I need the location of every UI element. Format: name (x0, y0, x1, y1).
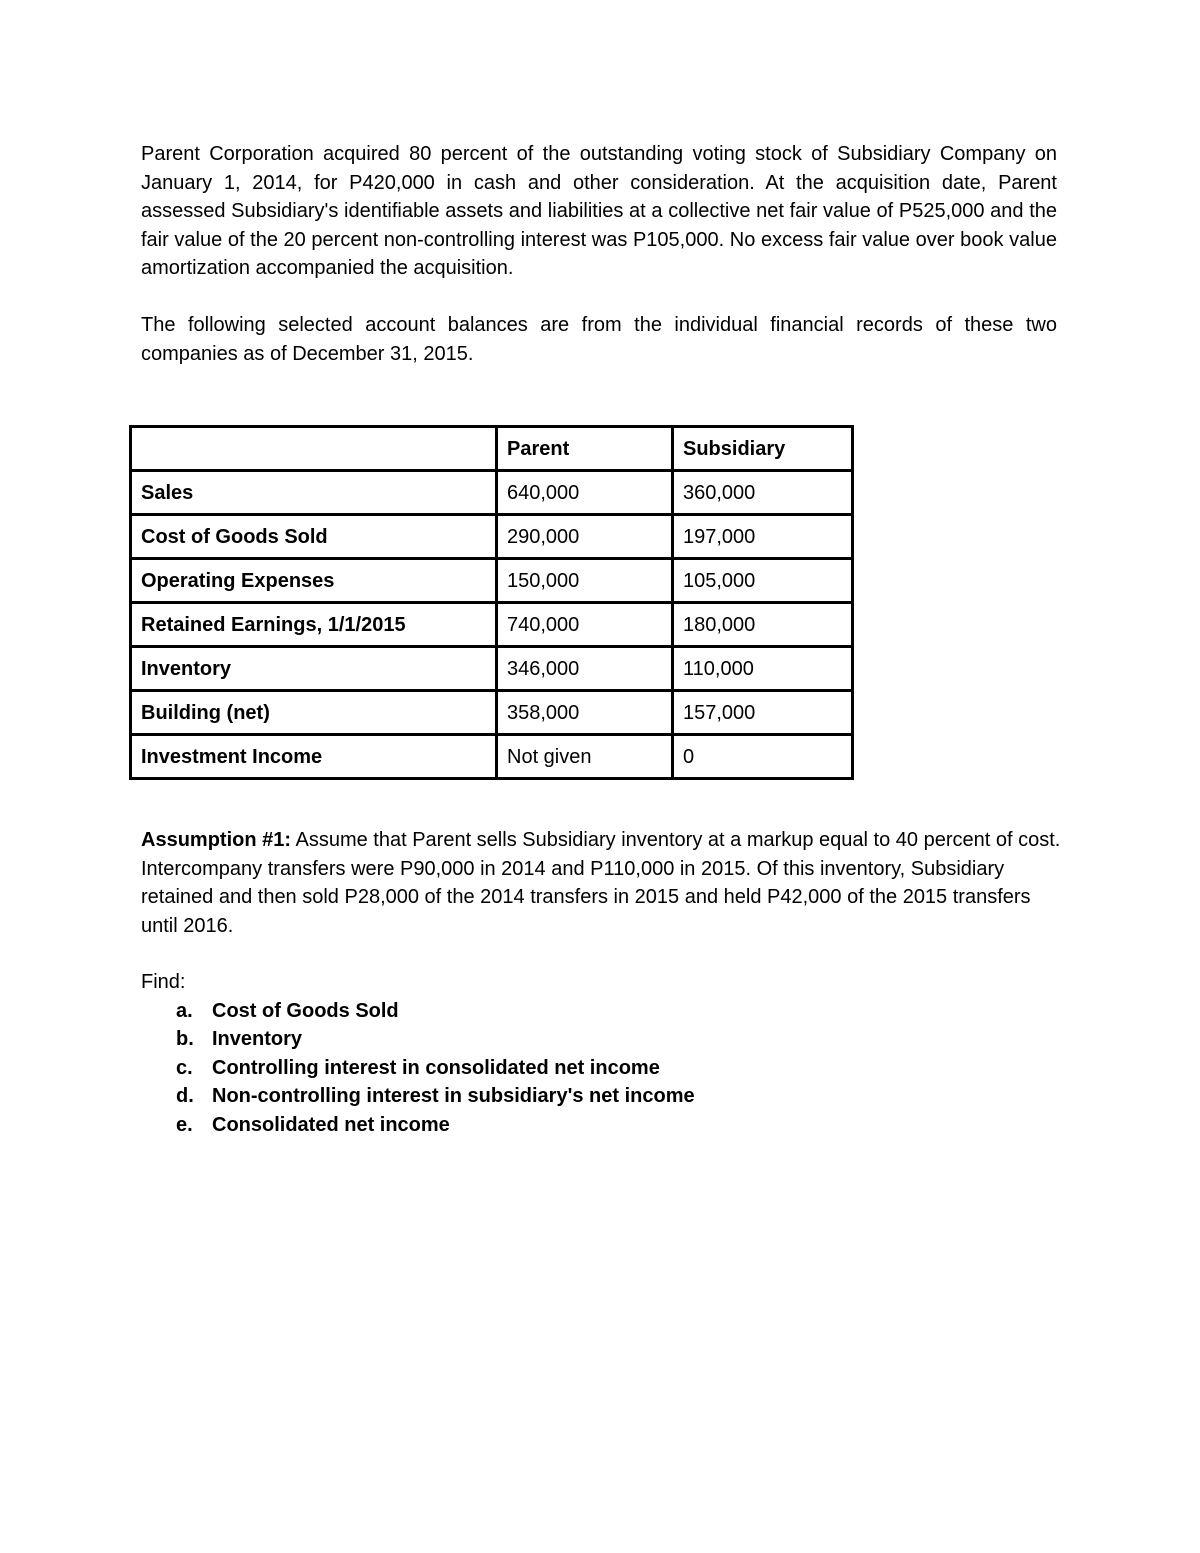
header-cell-blank (131, 427, 497, 471)
list-item-text: Non-controlling interest in subsidiary's net income (212, 1085, 695, 1108)
list-marker: e. (176, 1113, 193, 1136)
list-item-text: Cost of Goods Sold (212, 1000, 399, 1022)
header-cell-parent: Parent (497, 427, 673, 471)
table-row (131, 559, 853, 603)
parent-value-cell: 150,000 (497, 559, 673, 603)
assumption-paragraph (141, 826, 1071, 940)
subsidiary-value-cell: 180,000 (673, 603, 853, 647)
list-item-text: Inventory (212, 1028, 303, 1051)
parent-value-cell: 640,000 (497, 471, 673, 515)
subsidiary-value-cell: 105,000 (673, 559, 853, 603)
subsidiary-value-cell: 197,000 (673, 515, 853, 559)
account-name-cell: Sales (131, 471, 497, 515)
table-row (131, 603, 853, 647)
subsidiary-value-cell: 360,000 (673, 471, 853, 515)
subsidiary-value-cell: 157,000 (673, 691, 853, 735)
list-item (141, 1025, 941, 1053)
parent-value-cell: 346,000 (497, 647, 673, 691)
assumption-label: Assumption #1: (141, 829, 292, 851)
table-row (131, 471, 853, 515)
parent-value-cell: 290,000 (497, 515, 673, 559)
account-name-cell: Operating Expenses (131, 559, 497, 603)
subsidiary-value-cell: 0 (673, 735, 853, 779)
list-marker: c. (176, 1056, 193, 1079)
parent-value-cell: Not given (497, 735, 673, 779)
list-item (141, 1082, 941, 1110)
table-header-row (131, 427, 853, 471)
list-item-text: Controlling interest in consolidated net income (212, 1056, 660, 1079)
list-item (141, 1111, 941, 1139)
table-row (131, 735, 853, 779)
account-name-cell: Inventory (131, 647, 497, 691)
list-marker: a. (176, 1000, 193, 1022)
list-marker: b. (176, 1028, 194, 1051)
account-balances-table (129, 425, 854, 780)
intro-paragraph: Parent Corporation acquired 80 percent of the outstanding voting stock of Subsidiary Company on January 1, 2014, for P420,000 in cash and other consideration. At the acquisition date, Parent assessed Subsidiary's identifiable assets and liabilities at a collective net fair value of P525,000 and the fair value of the 20 percent non-controlling interest was P105,000. No excess fair value over book value amortization accompanied the acquisition. (141, 143, 1057, 280)
account-name-cell: Building (net) (131, 691, 497, 735)
account-name-cell: Investment Income (131, 735, 497, 779)
header-cell-subsidiary: Subsidiary (673, 427, 853, 471)
find-list (141, 997, 941, 1139)
list-marker: d. (176, 1085, 194, 1108)
find-label: Find: (141, 971, 186, 993)
balances-paragraph: The following selected account balances are from the individual financial records of these two companies as of December 31, 2015. (141, 314, 1057, 365)
account-name-cell: Retained Earnings, 1/1/2015 (131, 603, 497, 647)
subsidiary-value-cell: 110,000 (673, 647, 853, 691)
parent-value-cell: 740,000 (497, 603, 673, 647)
table-row (131, 691, 853, 735)
table-row (131, 647, 853, 691)
list-item (141, 997, 941, 1025)
list-item (141, 1054, 941, 1082)
account-name-cell: Cost of Goods Sold (131, 515, 497, 559)
table-row (131, 515, 853, 559)
parent-value-cell: 358,000 (497, 691, 673, 735)
assumption-text: Assume that Parent sells Subsidiary inventory at a markup equal to 40 percent of cost. Intercompany transfers were P90,000 in 2014 and P110,000 in 2015. Of this inventory, Subsidiary retained and then sold P28,000 of the 2014 transfers in 2015 and held P42,000 of the 2015 transfers until 2016. (141, 829, 1061, 937)
list-item-text: Consolidated net income (212, 1113, 450, 1136)
